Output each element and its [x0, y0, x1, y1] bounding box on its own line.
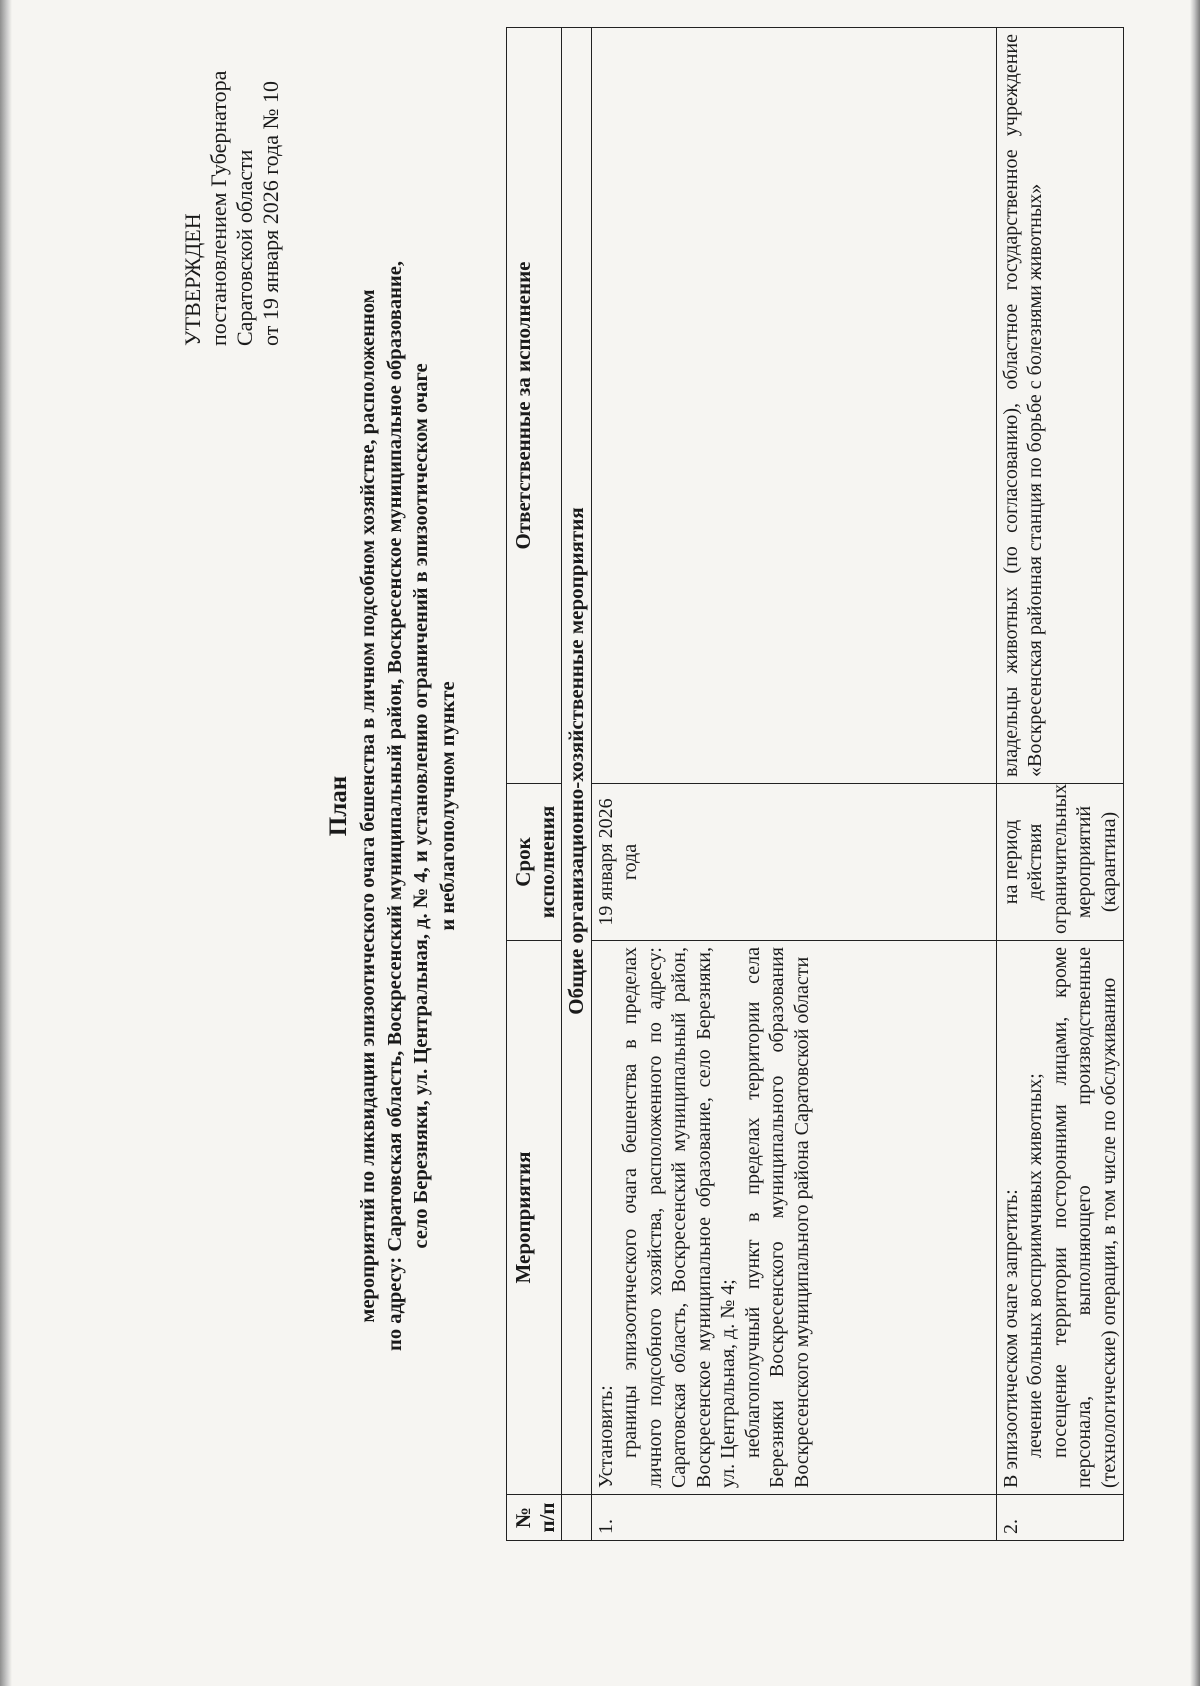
header-event: Мероприятия [507, 941, 562, 1495]
event-item: неблагополучный пункт в пределах территории села Березняки Воскресенского муниципального образования Воскресенского муниципального района Саратовской области [741, 947, 813, 1488]
row-term: 19 января 2026 года [591, 784, 996, 941]
header-term: Срок исполнения [507, 784, 562, 941]
document-subtitle [355, 156, 461, 1456]
plan-table [506, 27, 1124, 1541]
table-row [591, 28, 996, 1541]
table-header-row [507, 28, 562, 1541]
header-num: № п/п [507, 1495, 562, 1541]
row-responsible [591, 28, 996, 784]
section-title: Общие организационно-хозяйственные мероприятия [562, 28, 592, 1495]
approval-block [180, 6, 284, 346]
row-number: 2. [996, 1495, 1124, 1541]
row-number: 1. [591, 1495, 996, 1541]
event-item: посещение территории посторонними лицами, кроме персонала, выполняющего производственные (технологические) операции, в том числе по обслуживанию [1048, 947, 1120, 1488]
subtitle-line: и неблагополучном пункте [436, 681, 459, 931]
table-row [996, 28, 1124, 1541]
subtitle-line: по адресу: Саратовская область, Воскресенский муниципальный район, Воскресенское муниципальное образование, [383, 261, 406, 1351]
approval-line: постановлением Губернатора [206, 70, 231, 346]
approval-line: Саратовской области [232, 149, 257, 346]
subtitle-line: село Березняки, ул. Центральная, д. № 4, и установлению ограничений в эпизоотическом очаге [410, 363, 432, 1249]
subtitle-line: мероприятий по ликвидации эпизоотического очага бешенства в личном подсобном хозяйстве, расположенном [357, 289, 379, 1323]
event-item: границы эпизоотического очага бешенства в пределах личного подсобного хозяйства, расположенного по адресу: Саратовская область, Воскресенский муниципальный район, Воскресенское муниципальное образование, село Березняки, ул. Центральная, д. № 4; [619, 947, 739, 1488]
approval-line: УТВЕРЖДЕН [180, 213, 205, 346]
document-title: План [325, 775, 352, 837]
approval-line: от 19 января 2026 года № 10 [258, 81, 283, 346]
row-term: на период действия ограничительных мероприятий (карантина) [996, 784, 1124, 941]
row-responsible: владельцы животных (по согласованию), областное государственное учреждение «Воскресенская районная станция по борьбе с болезнями животных» [996, 28, 1124, 784]
event-intro: Установить: [594, 1385, 617, 1488]
section-row [562, 28, 592, 1541]
header-responsible: Ответственные за исполнение [507, 28, 562, 784]
event-item: лечение больных восприимчивых животных; [1024, 1073, 1046, 1458]
row-event [996, 941, 1124, 1495]
row-event [591, 941, 996, 1495]
event-intro: В эпизоотическом очаге запретить: [999, 1189, 1022, 1488]
